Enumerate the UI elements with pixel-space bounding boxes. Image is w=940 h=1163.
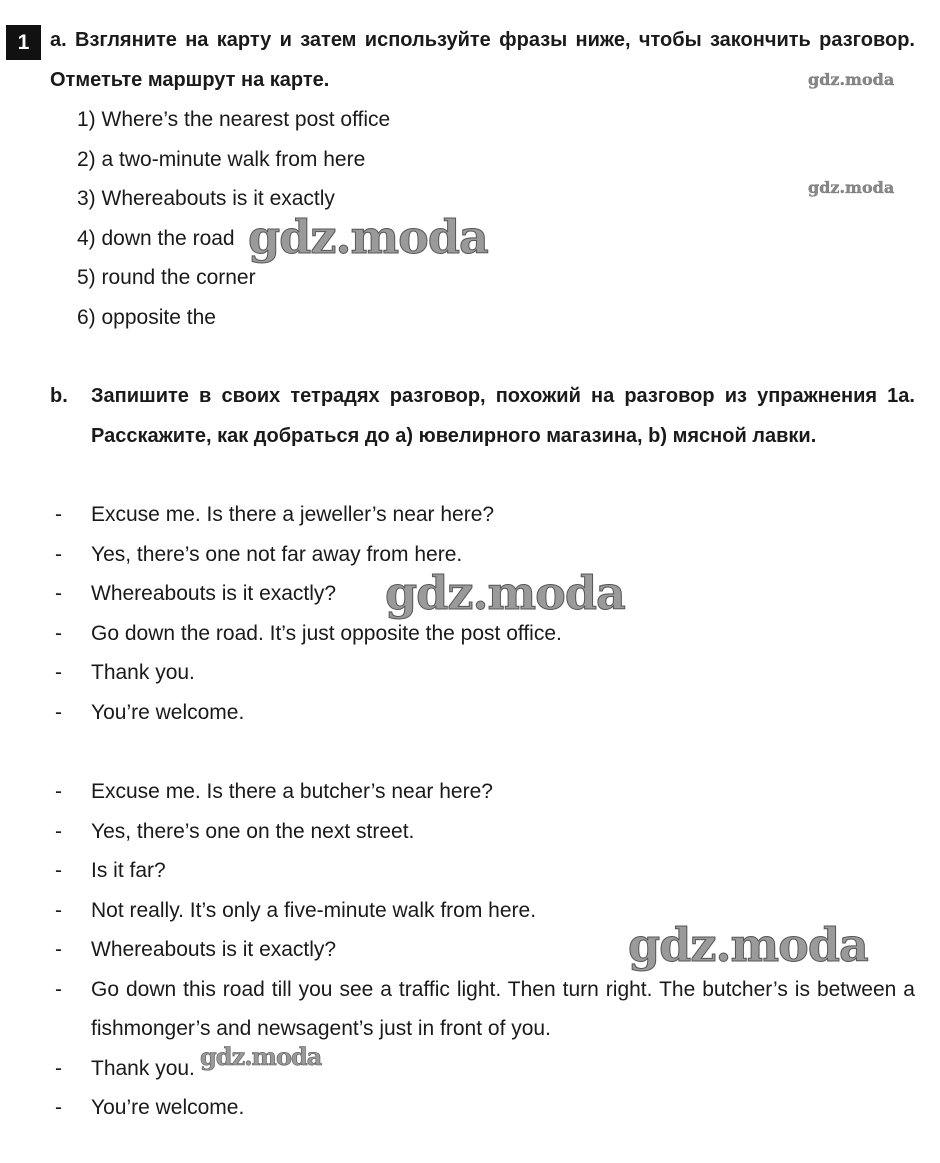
- dialog-text: Thank you.: [91, 1056, 195, 1080]
- dialog-line: [0, 1049, 940, 1089]
- dialog-line: [0, 812, 940, 852]
- dash-marker: -: [55, 938, 62, 961]
- phrase-item: 2) a two-minute walk from here: [77, 147, 366, 171]
- dialog-text: Whereabouts is it exactly?: [91, 582, 337, 605]
- dialog-line: [0, 693, 940, 733]
- phrase-item: 4) down the road: [77, 226, 235, 250]
- dialog-line: [0, 495, 940, 535]
- phrase-item: 1) Where’s the nearest post office: [77, 108, 391, 131]
- dialog-text: You’re welcome.: [91, 700, 245, 724]
- dash-marker: -: [55, 859, 62, 882]
- dialog-text: Yes, there’s one on the next street.: [91, 819, 415, 843]
- phrase-item: 5) round the corner: [77, 266, 256, 289]
- task-b-letter: b.: [50, 385, 68, 407]
- dialog-line: [0, 772, 940, 812]
- exercise-number-badge: 1: [6, 25, 41, 60]
- watermark-logo: gdz.moda: [385, 566, 625, 620]
- watermark-logo: gdz.moda: [628, 918, 868, 972]
- dialog-line: [0, 851, 940, 891]
- dialog-text: Whereabouts is it exactly?: [91, 938, 337, 961]
- dialog-line: [0, 1088, 940, 1128]
- dash-marker: -: [55, 621, 62, 645]
- dash-marker: -: [55, 582, 62, 605]
- dialog-line: [0, 970, 940, 1049]
- dialog-text: You’re welcome.: [91, 1096, 245, 1119]
- dialog-text: Excuse me. Is there a jeweller’s near here?: [91, 503, 495, 526]
- dash-marker: -: [55, 700, 62, 724]
- dialog-text: Go down the road. It’s just opposite the post office.: [91, 621, 562, 645]
- task-a-instruction: a. Взгляните на карту и затем используйте фразы ниже, чтобы закончить разговор. Отметьте маршрут на карте.: [50, 29, 915, 91]
- dialog-text: Not really. It’s only a five-minute walk from here.: [91, 898, 537, 922]
- watermark-logo: gdz.moda: [808, 70, 895, 89]
- dialog-text: Thank you.: [91, 661, 195, 684]
- watermark-logo: gdz.moda: [248, 210, 488, 264]
- dash-marker: -: [55, 977, 62, 1001]
- dash-marker: -: [55, 819, 62, 843]
- watermark-logo: gdz.moda: [200, 1042, 322, 1071]
- watermark-logo: gdz.moda: [808, 178, 895, 197]
- dash-marker: -: [55, 661, 62, 684]
- phrase-item: 6) opposite the: [77, 305, 216, 329]
- dialog-text: Yes, there’s one not far away from here.: [91, 542, 463, 566]
- dash-marker: -: [55, 1096, 62, 1119]
- task-b-instruction: Запишите в своих тетрадях разговор, похожий на разговор из упражнения 1a. Расскажите, как добраться до a) ювелирного магазина, b) мясной лавки.: [91, 385, 915, 447]
- dash-marker: -: [55, 780, 62, 803]
- dialog-text: Excuse me. Is there a butcher’s near here?: [91, 780, 493, 803]
- dialog-text: Go down this road till you see a traffic light. Then turn right. The butcher’s is between a fishmonger’s and newsagent’s just in front of you.: [91, 977, 915, 1040]
- dash-marker: -: [55, 898, 62, 922]
- dialog-line: [0, 653, 940, 693]
- dialog-text: Is it far?: [91, 859, 166, 882]
- dash-marker: -: [55, 542, 62, 566]
- dash-marker: -: [55, 503, 62, 526]
- phrase-item: 3) Whereabouts is it exactly: [77, 187, 335, 210]
- dash-marker: -: [55, 1056, 62, 1080]
